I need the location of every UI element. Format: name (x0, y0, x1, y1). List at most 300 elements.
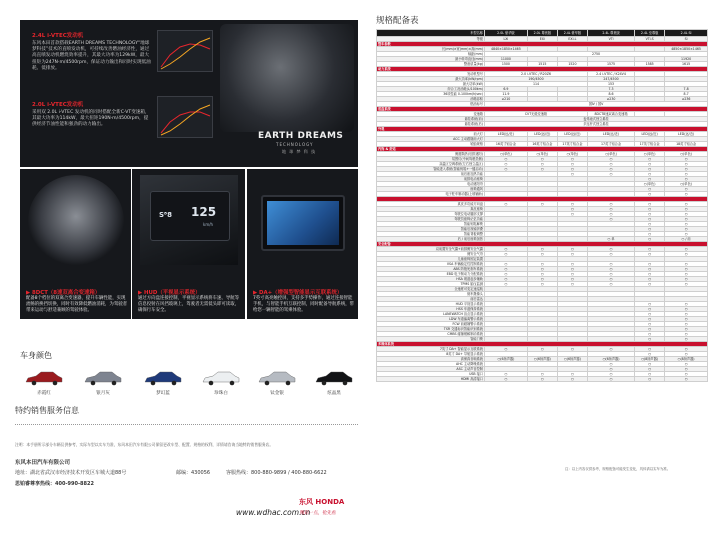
spec-row-label: HDMI 高清接口 (377, 376, 485, 381)
spec-section-label: 底盘系统 (377, 107, 708, 112)
car-icon (83, 370, 123, 386)
spec-cell: ○(6扬声器) (485, 356, 528, 361)
spec-cell: ○ (635, 231, 665, 236)
spec-header-cell: 车型名称 (377, 30, 485, 37)
spec-row-label: 8英寸 DA+ 导航显示系统 (377, 351, 485, 356)
car-color-swatch (314, 370, 354, 386)
spec-row-label: 倒车摄像头 (377, 291, 485, 296)
spec-cell: ○ (557, 251, 587, 256)
spec-cell: ○ (665, 157, 708, 162)
spec-cell: ○ (665, 266, 708, 271)
spec-cell: ○ (635, 351, 665, 356)
spec-cell: ○ (635, 346, 665, 351)
spec-cell: 18英寸铝合金 (665, 142, 708, 147)
spec-cell: ○ (635, 216, 665, 221)
spec-row-label: ABS 防抱死刹车系统 (377, 266, 485, 271)
spec-cell: LED(远/近) (485, 132, 528, 137)
spec-cell: ○ (665, 331, 708, 336)
spec-row-label: EBD 电子制动力分配系统 (377, 271, 485, 276)
spec-cell: ○ (665, 336, 708, 341)
spec-cell: ○ (665, 201, 708, 206)
spec-cell: ○ (587, 366, 634, 371)
spec-cell: ○ (635, 167, 665, 172)
spec-cell: 247/4500 (587, 77, 634, 82)
spec-cell: 国Ⅳ / 国Ⅴ (485, 102, 708, 107)
spec-cell: ○ (557, 246, 587, 251)
spec-cell: ○ (587, 167, 634, 172)
spec-row-label: 整备质量(kg) (377, 62, 485, 67)
spec-cell: ○ (665, 376, 708, 381)
spec-cell: ○ (587, 157, 634, 162)
spec-row-label: 儿童座椅固定装置 (377, 256, 485, 261)
spec-cell: ○ (485, 201, 528, 206)
spec-cell: 190/4500 (485, 77, 588, 82)
spec-cell: ○ (635, 177, 665, 182)
spec-row-label: USB 接口 (377, 371, 485, 376)
car-icon (143, 370, 183, 386)
spec-cell: ○(单色) (557, 152, 587, 157)
spec-row-label: 智能门锁 (377, 336, 485, 341)
spec-cell: ○ / 前 (665, 236, 708, 241)
spec-cell: ○ (665, 316, 708, 321)
spec-cell: ○ (485, 376, 528, 381)
spec-cell: ○ (665, 326, 708, 331)
spec-cell: ○ (587, 246, 634, 251)
spec-row-label: 后 / 前后座椅加热 (377, 236, 485, 241)
car-color-name: 钛金银 (270, 391, 284, 396)
spec-cell: 1615 (665, 62, 708, 67)
spec-cell: 麦弗逊式独立悬挂 (485, 117, 708, 122)
spec-row-label: 高保真音响系统 (377, 356, 485, 361)
spec-cell: LED(远/近) (557, 132, 587, 137)
spec-cell: ○ (665, 226, 708, 231)
spec-cell: ○ (635, 371, 665, 376)
spec-cell: ○ (557, 371, 587, 376)
spec-cell: ○ (635, 361, 665, 366)
spec-cell: ○ (485, 271, 528, 276)
spec-cell: ○ (635, 261, 665, 266)
spec-cell: ○ (485, 251, 528, 256)
spec-cell: ○ (665, 211, 708, 216)
spec-cell: ○ (635, 172, 665, 177)
spec-row-label: FCW 前碰撞警示系统 (377, 321, 485, 326)
spec-row-label: LDW 车道偏离警示系统 (377, 316, 485, 321)
spec-row-label: 变速箱 (377, 112, 485, 117)
spec-cell: ○(单色) (635, 182, 665, 187)
spec-cell: ○ (485, 261, 528, 266)
car-color-swatch (201, 370, 241, 386)
spec-cell: 16英寸铝合金 (527, 142, 557, 147)
car-color-swatch (143, 370, 183, 386)
spec-cell: ○ (587, 361, 634, 366)
spec-cell: ○ (527, 201, 557, 206)
divider (15, 424, 358, 425)
spec-cell: 4840×1850×1465 (485, 47, 528, 52)
spec-row-label: 前后雷达 (377, 296, 485, 301)
spec-cell: ○ (665, 177, 708, 182)
spec-cell: ○ (587, 346, 634, 351)
company-name: 东风本田汽车有限公司 (15, 460, 71, 466)
spec-cell: ○ (665, 366, 708, 371)
spec-row-label: 智能钥匙解锁 (377, 221, 485, 226)
torque-graph-icon (158, 31, 214, 73)
spec-cell: ○ (635, 281, 665, 286)
hud-display (150, 191, 230, 241)
spec-cell: ○ (587, 271, 634, 276)
spec-cell: 1575 (587, 62, 634, 67)
spec-cell: ○ (635, 251, 665, 256)
spec-cell: Si (665, 37, 708, 42)
spec-cell: ○ (665, 206, 708, 211)
spec-header-cell: 2.4L SI (665, 30, 708, 37)
spec-cell: ○ (665, 321, 708, 326)
spec-cell: ○ (635, 306, 665, 311)
spec-cell: ○ (557, 201, 587, 206)
spec-cell: ○ (635, 226, 665, 231)
spec-cell: ○ (485, 276, 528, 281)
spec-cell: ○ (635, 321, 665, 326)
spec-row-label: 7英寸 DA+ 智能显示互联系统 (377, 346, 485, 351)
spec-cell: ○ (635, 157, 665, 162)
spec-row-label: 电子驻车制动器(上坡辅助) (377, 192, 485, 197)
spec-cell: ○ (557, 346, 587, 351)
cockpit-image (140, 175, 238, 265)
spec-footnote: 注：以上内容仅供参考，规格配备可能发生变化，具体请以实车为准。 (565, 467, 671, 471)
spec-row-label: 长(mm)×宽(mm)×高(mm) (377, 47, 485, 52)
spec-cell: ○ (635, 331, 665, 336)
spec-row-label: 电动遮阳帘 (377, 182, 485, 187)
spec-cell: LED(远/近) (587, 132, 634, 137)
spec-row-label: 36项性能 0-100km/h(sec) (377, 92, 485, 97)
engine-panel (20, 20, 358, 167)
spec-row-label: TSR 交通标识智能识别系统 (377, 326, 485, 331)
spec-cell: 1585 (635, 62, 665, 67)
spec-cell: 6.9 (485, 87, 528, 92)
website-url: www.wdhac.com.cn (236, 508, 311, 517)
spec-row-label: 最大功率(kW) (377, 82, 485, 87)
colors-title: 车身颜色 (20, 351, 52, 360)
spec-row-label: 全速度可变定速巡航 (377, 286, 485, 291)
spec-section-label: 动力系统 (377, 67, 708, 72)
spec-cell: ○ (527, 346, 557, 351)
spec-cell: ○ (557, 281, 587, 286)
spec-cell: ○ (557, 261, 587, 266)
engine-title-1: 2.4L i-VTEC发动机 (32, 33, 84, 39)
spec-cell: 8DCT8速双离合变速箱 (587, 112, 634, 117)
spec-header-cell: 2.4L 至尊版 (635, 30, 665, 37)
spec-cell: VTi-S (635, 37, 665, 42)
spec-cell: ○(8扬声器) (665, 356, 708, 361)
spec-cell: ○ (587, 216, 634, 221)
spec-cell: ○(单色) (665, 152, 708, 157)
spec-cell: 8.7 (665, 92, 708, 97)
spec-cell: ○(单色) (587, 152, 634, 157)
spec-cell: ○ (527, 376, 557, 381)
spec-cell: ○ (635, 316, 665, 321)
company-service: 客服热线：800-880-9899 / 400-880-6622 (226, 470, 327, 476)
spec-cell: ○ (527, 266, 557, 271)
disclaimer: 注明：本手册所示部分车辆仅供参考，实际车型以实车为准，东风本田汽车有限公司保留更改车型、配置、规格的权利，详情请咨询当地特约销售服务店。 (15, 442, 274, 447)
spec-cell: ≥210 (485, 97, 528, 102)
spec-cell: ○ (665, 301, 708, 306)
spec-section-label: 多媒体系统 (377, 341, 708, 346)
engine-text-1: 东风本田首款搭载EARTH DREAMS TECHNOLOGY“地球梦科技”技术的直喷发动机，可持续改善燃油经济性，通过高直喷发动机燃烧效率提升，其最大功率为129kW，最大扭矩为247N·m/4500rpm，保证动力输出和同时实现低油耗、低排放。 (32, 41, 151, 71)
hud-gear: S⁸8 (159, 211, 172, 219)
spec-cell: ○ (635, 236, 665, 241)
spec-cell: ○ (557, 376, 587, 381)
spec-row-label: HSA 坡道起步辅助 (377, 276, 485, 281)
feature-title: ▶ 8DCT（8速双离合变速箱） (26, 290, 101, 296)
spec-cell: ○ (635, 376, 665, 381)
spec-cell: ○ (587, 371, 634, 376)
spec-cell: ○ (527, 246, 557, 251)
spec-row-label: HUD 平视显示系统 (377, 301, 485, 306)
feature-title: ▶ DA+（增强型智能显示互联系统） (253, 290, 343, 296)
spec-cell: ○(8扬声器) (635, 356, 665, 361)
spec-cell: ○ (635, 311, 665, 316)
spec-cell: CVT无级变速箱 (485, 112, 588, 117)
spec-cell: 17英寸铝合金 (635, 142, 665, 147)
spec-cell: ○ (635, 326, 665, 331)
spec-cell: ○ (665, 192, 708, 197)
spec-row-label: 悬挂系统(后) (377, 122, 485, 127)
spec-row-label: 真皮座椅 (377, 206, 485, 211)
spec-cell: 17英寸铝合金 (557, 142, 587, 147)
feature-title: ▶ HUD（平视显示系统） (138, 290, 201, 296)
spec-cell: ○ (665, 172, 708, 177)
spec-cell: 1500 (485, 62, 528, 67)
spec-row-label: 驾驶位电动腰部支撑 (377, 211, 485, 216)
spec-section-label: 内饰 & 舒适 (377, 147, 708, 152)
spec-row-label: ACC 主动跟随前大灯 (377, 137, 485, 142)
spec-cell: ○ (665, 346, 708, 351)
spec-cell: LED(远/近) (527, 132, 557, 137)
spec-row-label: 双温区空调系统(左右独立温区) (377, 162, 485, 167)
spec-cell: 7.3 (587, 87, 634, 92)
spec-row-label: HSS 车道保持系统 (377, 306, 485, 311)
spec-cell: ○ (587, 162, 634, 167)
spec-cell: LED(远/近) (635, 132, 665, 137)
spec-title: 规格配备表 (376, 16, 419, 26)
technology-cn-label: 地 球 梦 科 技 (282, 149, 317, 154)
spec-cell: 17英寸铝合金 (587, 142, 634, 147)
spec-cell: ○(单色) (665, 182, 708, 187)
spec-row-label: 发动机型号 (377, 72, 485, 77)
spec-cell: ○ (557, 157, 587, 162)
spec-cell: 1515 (527, 62, 557, 67)
spec-cell: 7.8 (665, 87, 708, 92)
car-color-swatch (83, 370, 123, 386)
spec-row-label: 综合工况油耗(L/100km) (377, 87, 485, 92)
spec-row-label: 座椅通风 (377, 187, 485, 192)
spec-cell: ○ (587, 251, 634, 256)
spec-cell: ○ (635, 162, 665, 167)
spec-cell: 16英寸铝合金 (485, 142, 528, 147)
spec-cell: ○ (665, 246, 708, 251)
spec-cell: 2.0 i-VTEC / R20Z6 (485, 72, 588, 77)
spec-cell: ○ (635, 201, 665, 206)
spec-cell: ○ (557, 206, 587, 211)
spec-cell: LED(远/近) (665, 132, 708, 137)
spec-cell: ○(6扬声器) (587, 356, 634, 361)
car-icon (201, 370, 241, 386)
spec-cell: ○ 单 (587, 236, 634, 241)
hud-speed: 125 (191, 205, 217, 219)
spec-cell: ○ (485, 281, 528, 286)
spec-header-row (377, 30, 708, 37)
spec-cell: ○ (665, 276, 708, 281)
spec-row-label: 侧窗隔热(后排遮阳) (377, 152, 485, 157)
spec-header-cell: 2.0L 尊贵版 (527, 30, 557, 37)
spec-cell: EXi (527, 37, 557, 42)
spec-table (376, 29, 708, 382)
company-postcode: 邮编：430056 (176, 470, 211, 476)
company-address: 地址：湖北省武汉市经济技术开发区车城大道88号 (15, 470, 127, 476)
hud-unit: km/h (203, 222, 214, 227)
spec-cell: 2.4 i-VTEC / K24V4 (587, 72, 634, 77)
spec-header-cell: 2.4L 尊贵版 (587, 30, 634, 37)
spec-cell: ○ (665, 271, 708, 276)
spec-cell: EXi-L (557, 37, 587, 42)
spec-cell: 11920 (665, 57, 708, 62)
spec-row-label: AHC 主动降噪系统 (377, 361, 485, 366)
spec-row-label: 燃油标号 (377, 102, 485, 107)
spec-cell: LXi (485, 37, 528, 42)
spec-row-label: 前大灯 (377, 132, 485, 137)
spec-cell: ○ (665, 162, 708, 167)
spec-cell: ○ (635, 192, 665, 197)
spec-cell: ○ (527, 261, 557, 266)
spec-cell: ≥236 (665, 97, 708, 102)
spec-cell: ○ (665, 351, 708, 356)
car-color-swatch (24, 370, 64, 386)
spec-row-label: 前后座加热功能 (377, 172, 485, 177)
car-color-name: 炫晶黑 (327, 391, 341, 396)
spec-cell: VTi (587, 37, 634, 42)
spec-cell: ○ (665, 361, 708, 366)
spec-cell: ○ (635, 266, 665, 271)
spec-row-label: 悬挂系统(前) (377, 117, 485, 122)
spec-section-label: 外观 (377, 127, 708, 132)
spec-cell: ○ (587, 281, 634, 286)
spec-cell: ○ (665, 221, 708, 226)
spec-cell: 11000 (485, 57, 528, 62)
spec-cell: ○(单色) (635, 152, 665, 157)
spec-cell: 2750 (485, 52, 708, 57)
feature-da-panel (247, 169, 358, 319)
spec-row-label: LANEWATCH 盲点显示系统 (377, 311, 485, 316)
spec-cell: ○ (557, 266, 587, 271)
spec-cell: ○ (587, 172, 634, 177)
spec-cell: ○ (635, 206, 665, 211)
spec-cell: ○ (587, 276, 634, 281)
spec-cell: ○ (587, 211, 634, 216)
spec-cell: ○ (485, 167, 528, 172)
car-color-name: 银月灰 (96, 391, 110, 396)
spec-header-cell: 2.0L 豪华版 (485, 30, 528, 37)
spec-cell: ○ (587, 376, 634, 381)
spec-row-label: 侧安全气帘 (377, 251, 485, 256)
earth-dreams-logo: EARTH DREAMS (258, 131, 344, 141)
spec-cell: ○ (665, 187, 708, 192)
power-graph-icon (158, 97, 214, 139)
gearbox-image (28, 175, 124, 267)
spec-cell: ○ (485, 162, 528, 167)
spec-cell: ○ (557, 172, 587, 177)
spec-cell: ○ (635, 187, 665, 192)
spec-cell: ○ (485, 266, 528, 271)
spec-cell: ○ (527, 281, 557, 286)
spec-cell: 8.6 (587, 92, 634, 97)
spec-row-label: 轮胎规格 (377, 142, 485, 147)
feature-8dct-panel (20, 169, 131, 319)
spec-row-label: VSA 车辆稳定性控制系统 (377, 261, 485, 266)
spec-header-cell: 2.4L 豪华版 (557, 30, 587, 37)
spec-cell: ○ (635, 221, 665, 226)
spec-row-label: 真皮多功能方向盘 (377, 201, 485, 206)
spec-cell: ○ (527, 162, 557, 167)
spec-cell: ○ (485, 346, 528, 351)
engine-image (220, 24, 354, 132)
feature-text: 通过方向盘连接控制，平视显示系统将车速、导航等信息投射在风挡玻璃上，驾驶者无需低头即可读取，确保行车安全。 (138, 296, 239, 313)
spec-cell: ○ (635, 211, 665, 216)
spec-cell: ○ (665, 371, 708, 376)
spec-cell: 11.9 (485, 92, 528, 97)
spec-cell: 153 (587, 82, 634, 87)
spec-cell: ○ (557, 276, 587, 281)
spec-row-label: ASC 主动声音控制 (377, 366, 485, 371)
spec-row-label: 前排电动座椅 (377, 177, 485, 182)
spec-cell: ○ (527, 276, 557, 281)
spec-cell: ○ (665, 311, 708, 316)
spec-row-label: 油箱容积 (377, 97, 485, 102)
spec-row-label: CMBS 碰撞缓解制动系统 (377, 331, 485, 336)
spec-cell: ○ (527, 371, 557, 376)
technology-label: TECHNOLOGY (276, 142, 314, 147)
spec-cell: ○ (587, 266, 634, 271)
spec-cell: ○ (485, 246, 528, 251)
spec-cell: ○ (665, 167, 708, 172)
spec-cell: ○ (665, 306, 708, 311)
car-color-name: 珍珠白 (214, 391, 228, 396)
spec-cell: ○ (635, 366, 665, 371)
spec-cell: ≥230 (587, 97, 634, 102)
spec-row-label: 最小转弯直径(mm) (377, 57, 485, 62)
spec-row-label: TPMS 胎压监测 (377, 281, 485, 286)
spec-cell: ○(单色) (485, 152, 528, 157)
spec-row-label: 等级 (377, 37, 485, 42)
spec-cell: ○ (527, 271, 557, 276)
spec-cell: ○(6扬声器) (557, 356, 587, 361)
spec-row-label: 双前置安全气囊+前排侧安全气囊 (377, 246, 485, 251)
spec-cell: ○ (485, 157, 528, 162)
da-screen (261, 195, 345, 251)
spec-cell: ○ (635, 336, 665, 341)
spec-cell: ○ (587, 201, 634, 206)
car-icon (24, 370, 64, 386)
spec-row-label: 智能后视镜折叠 (377, 226, 485, 231)
engine-text-2: 采用双 2.0L i-VTEC 发动机的同时搭配全新C-VT变速箱，其最大功率为114kW，最大扭矩190N·m/4500rpm，提供经济节油性能和强劲的动力输出。 (32, 110, 150, 128)
car-icon (257, 370, 297, 386)
spec-cell: 114 (485, 82, 588, 87)
company-hotline: 思铂睿尊享热线：400-990-8822 (15, 481, 94, 487)
spec-cell: ○ (665, 281, 708, 286)
spec-section-label: 整车参数 (377, 42, 708, 47)
torque-graph (157, 30, 213, 72)
spec-cell: ○ (665, 216, 708, 221)
engine-title-2: 2.0L i-VTEC发动机 (32, 102, 84, 108)
spec-row-label: 轴距(mm) (377, 52, 485, 57)
